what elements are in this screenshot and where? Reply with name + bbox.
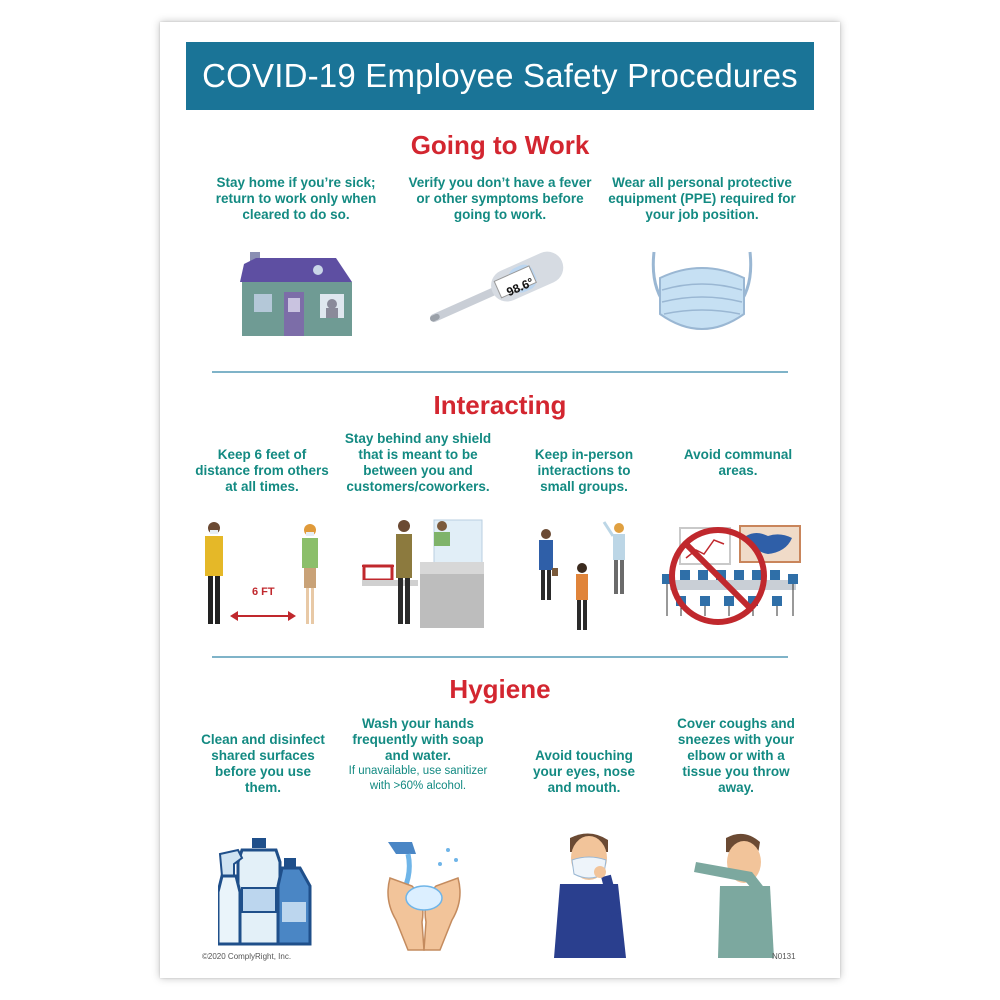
section-divider (212, 371, 788, 373)
copyright-footer: ©2020 ComplyRight, Inc. (202, 952, 292, 961)
no-meeting-room-icon (656, 522, 804, 632)
caption-wash-hands (344, 716, 492, 794)
caption-avoid-touching-face: Avoid touching your eyes, nose and mouth. (532, 748, 636, 795)
thermometer-icon (422, 250, 572, 330)
caption-verify-fever: Verify you don’t have a fever or other symptoms before going to work. (408, 175, 592, 222)
thermometer-reading: 98.6° (504, 274, 536, 300)
caption-wear-ppe: Wear all personal protective equipment (PPE) required for your job position. (608, 175, 796, 222)
caption-wash-hands-note: If unavailable, use sanitizer with >60% alcohol. (348, 765, 488, 792)
caption-stay-home: Stay home if you’re sick; return to work only when cleared to do so. (215, 175, 377, 222)
distance-label: 6 FT (252, 586, 275, 598)
caption-cover-coughs: Cover coughs and sneezes with your elbow or with a tissue you throw away. (677, 716, 795, 795)
poster-code: N0131 (772, 952, 796, 961)
shield-counter-icon (360, 518, 486, 630)
section-divider (212, 656, 788, 658)
cleaning-bottles-icon (218, 836, 318, 948)
poster-title: COVID-19 Employee Safety Procedures (186, 42, 814, 110)
section-heading-interacting: Interacting (433, 390, 567, 420)
section-heading-going-to-work: Going to Work (410, 130, 590, 160)
caption-stay-behind-shield: Stay behind any shield that is meant to be between you and customers/coworkers. (344, 431, 492, 494)
caption-avoid-communal: Avoid communal areas. (683, 447, 793, 478)
masked-person-icon (546, 832, 636, 958)
small-group-icon (528, 518, 638, 632)
caption-wash-hands-main: Wash your hands frequently with soap and water. (352, 716, 484, 763)
cough-elbow-icon (692, 832, 802, 958)
house-icon (236, 250, 356, 338)
caption-clean-surfaces: Clean and disinfect shared surfaces before you use them. (201, 732, 325, 795)
social-distance-icon (196, 520, 336, 630)
section-heading-hygiene: Hygiene (449, 674, 551, 704)
hand-washing-icon (382, 838, 466, 952)
face-mask-icon (648, 248, 756, 344)
caption-keep-distance: Keep 6 feet of distance from others at all times. (195, 447, 329, 494)
caption-small-groups: Keep in-person interactions to small groups. (534, 447, 634, 494)
safety-poster (160, 22, 840, 978)
